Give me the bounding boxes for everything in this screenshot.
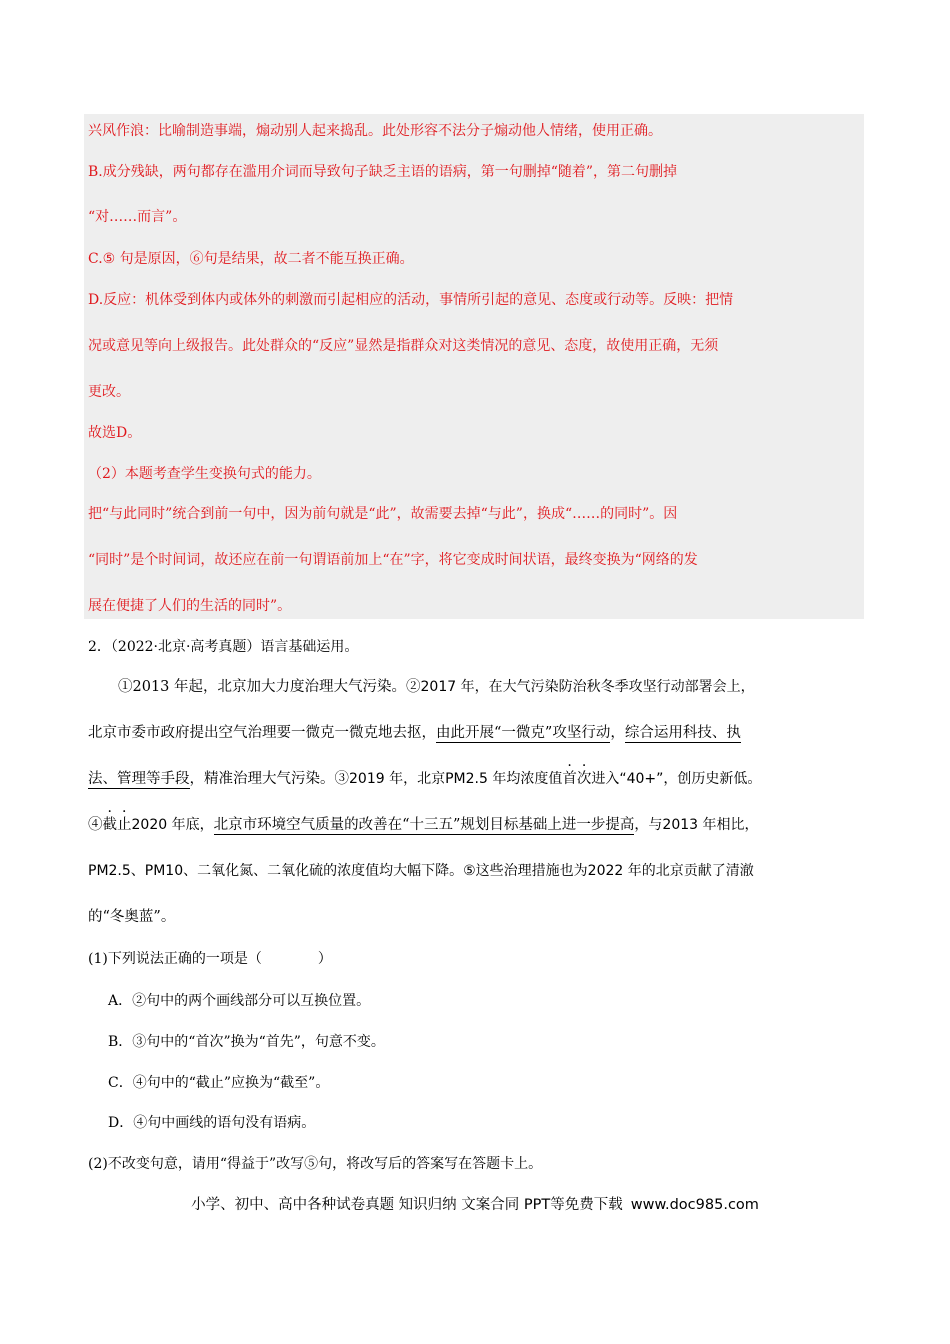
passage-text: ①2013 年起，北京加大力度治理大气污染。②	[118, 679, 421, 695]
passage-text: ，	[610, 725, 625, 741]
underlined-phrase-2: 综合运用科技、执	[624, 725, 741, 741]
analysis-line-1: 兴风作浪：比喻制造事端，煽动别人起来捣乱。此处形容不法分子煽动他人情绪，使用正确。	[88, 123, 662, 139]
analysis-part2-line-3: 展在便捷了人们的生活的同时”。	[88, 598, 292, 614]
emphasis-char: 截	[102, 817, 117, 833]
passage-text: PM2.5、PM10、二氧化氮、二氧化硫的浓度值均大幅下降。⑤这些治理措施也为	[88, 863, 588, 879]
passage-line-6: 的“冬奥蓝”。	[88, 909, 176, 925]
analysis-option-d-line-2: 况或意见等向上级报告。此处群众的“反应”显然是指群众对这类情况的意见、态度，故使用正确，无须	[88, 338, 719, 354]
underlined-phrase-2-cont: 法、管理等手段	[88, 771, 190, 787]
passage-text: ，与2013 年相比，	[634, 817, 759, 833]
option-a: A．②句中的两个画线部分可以互换位置。	[108, 993, 371, 1009]
emphasis-char: 次	[576, 771, 592, 787]
analysis-option-d-line-3: 更改。	[88, 384, 130, 400]
footer-site-link[interactable]: www.doc985.com	[630, 1197, 759, 1213]
analysis-option-c: C.⑤ 句是原因，⑥句是结果，故二者不能互换正确。	[88, 251, 414, 267]
underlined-phrase-3: 北京市环境空气质量的改善在“十三五”规划目标基础上进一步提高	[213, 817, 635, 833]
emphasis-char: 首	[562, 771, 577, 787]
emphasis-char: 止	[117, 817, 132, 833]
passage-line-5	[88, 861, 754, 881]
passage-text: ，精准治理大气污染。③	[189, 771, 349, 787]
analysis-part2-line-1: 把“与此同时”统合到前一句中，因为前句就是“此”，故需要去掉“与此”，换成“……的同时”。因	[88, 506, 678, 522]
sub-question-2: (2)不改变句意，请用“得益于”改写⑤句，将改写后的答案写在答题卡上。	[88, 1156, 543, 1172]
passage-text: 2017 年，在大气污染防治秋冬季攻坚行动部署会上，	[420, 679, 755, 695]
analysis-part2-line-2: “同时”是个时间词，故还应在前一句谓语前加上“在”字，将它变成时间状语，最终变换为“网络的发	[88, 552, 698, 568]
passage-text: 进入“40+”，创历史新低。	[591, 771, 762, 787]
passage-text: 2022 年的北京贡献了清澈	[587, 863, 754, 879]
passage-line-3	[88, 769, 761, 789]
underlined-phrase-1: 由此开展“一微克”攻坚行动	[436, 725, 611, 741]
sub-question-1: (1)下列说法正确的一项是（ ）	[88, 951, 332, 967]
passage-line-2	[88, 723, 741, 743]
passage-text: 北京市委市政府提出空气治理要一微克一微克地去抠，	[88, 725, 436, 741]
passage-line-1	[118, 677, 755, 697]
analysis-option-d-line-1: D.反应：机体受到体内或体外的刺激而引起相应的活动，事情所引起的意见、态度或行动等。反映：把情	[88, 292, 734, 308]
option-c: C．④句中的“截止”应换为“截至”。	[108, 1075, 330, 1091]
analysis-choice: 故选D。	[88, 425, 142, 441]
option-b: B．③句中的“首次”换为“首先”，句意不变。	[108, 1034, 385, 1050]
footer-text: 小学、初中、高中各种试卷真题 知识归纳 文案合同 PPT等免费下载	[191, 1197, 623, 1213]
passage-line-4	[88, 815, 759, 835]
analysis-option-b-line-2: “对……而言”。	[88, 209, 187, 225]
passage-text: PM2.5 年均浓度值	[445, 771, 563, 787]
analysis-option-b-line-1: B.成分残缺，两句都存在滥用介词而导致句子缺乏主语的语病，第一句删掉“随着”，第二句删掉	[88, 164, 678, 180]
passage-text: 2019 年，北京	[349, 771, 446, 787]
analysis-part2-title: （2）本题考查学生变换句式的能力。	[88, 466, 321, 482]
question-header: 2．（2022·北京·高考真题）语言基础运用。	[88, 639, 359, 655]
option-d: D．④句中画线的语句没有语病。	[108, 1115, 316, 1131]
page-footer	[0, 1193, 950, 1214]
passage-text: 2020 年底，	[131, 817, 214, 833]
passage-text: ④	[88, 817, 103, 833]
answer-analysis-box	[84, 114, 864, 619]
